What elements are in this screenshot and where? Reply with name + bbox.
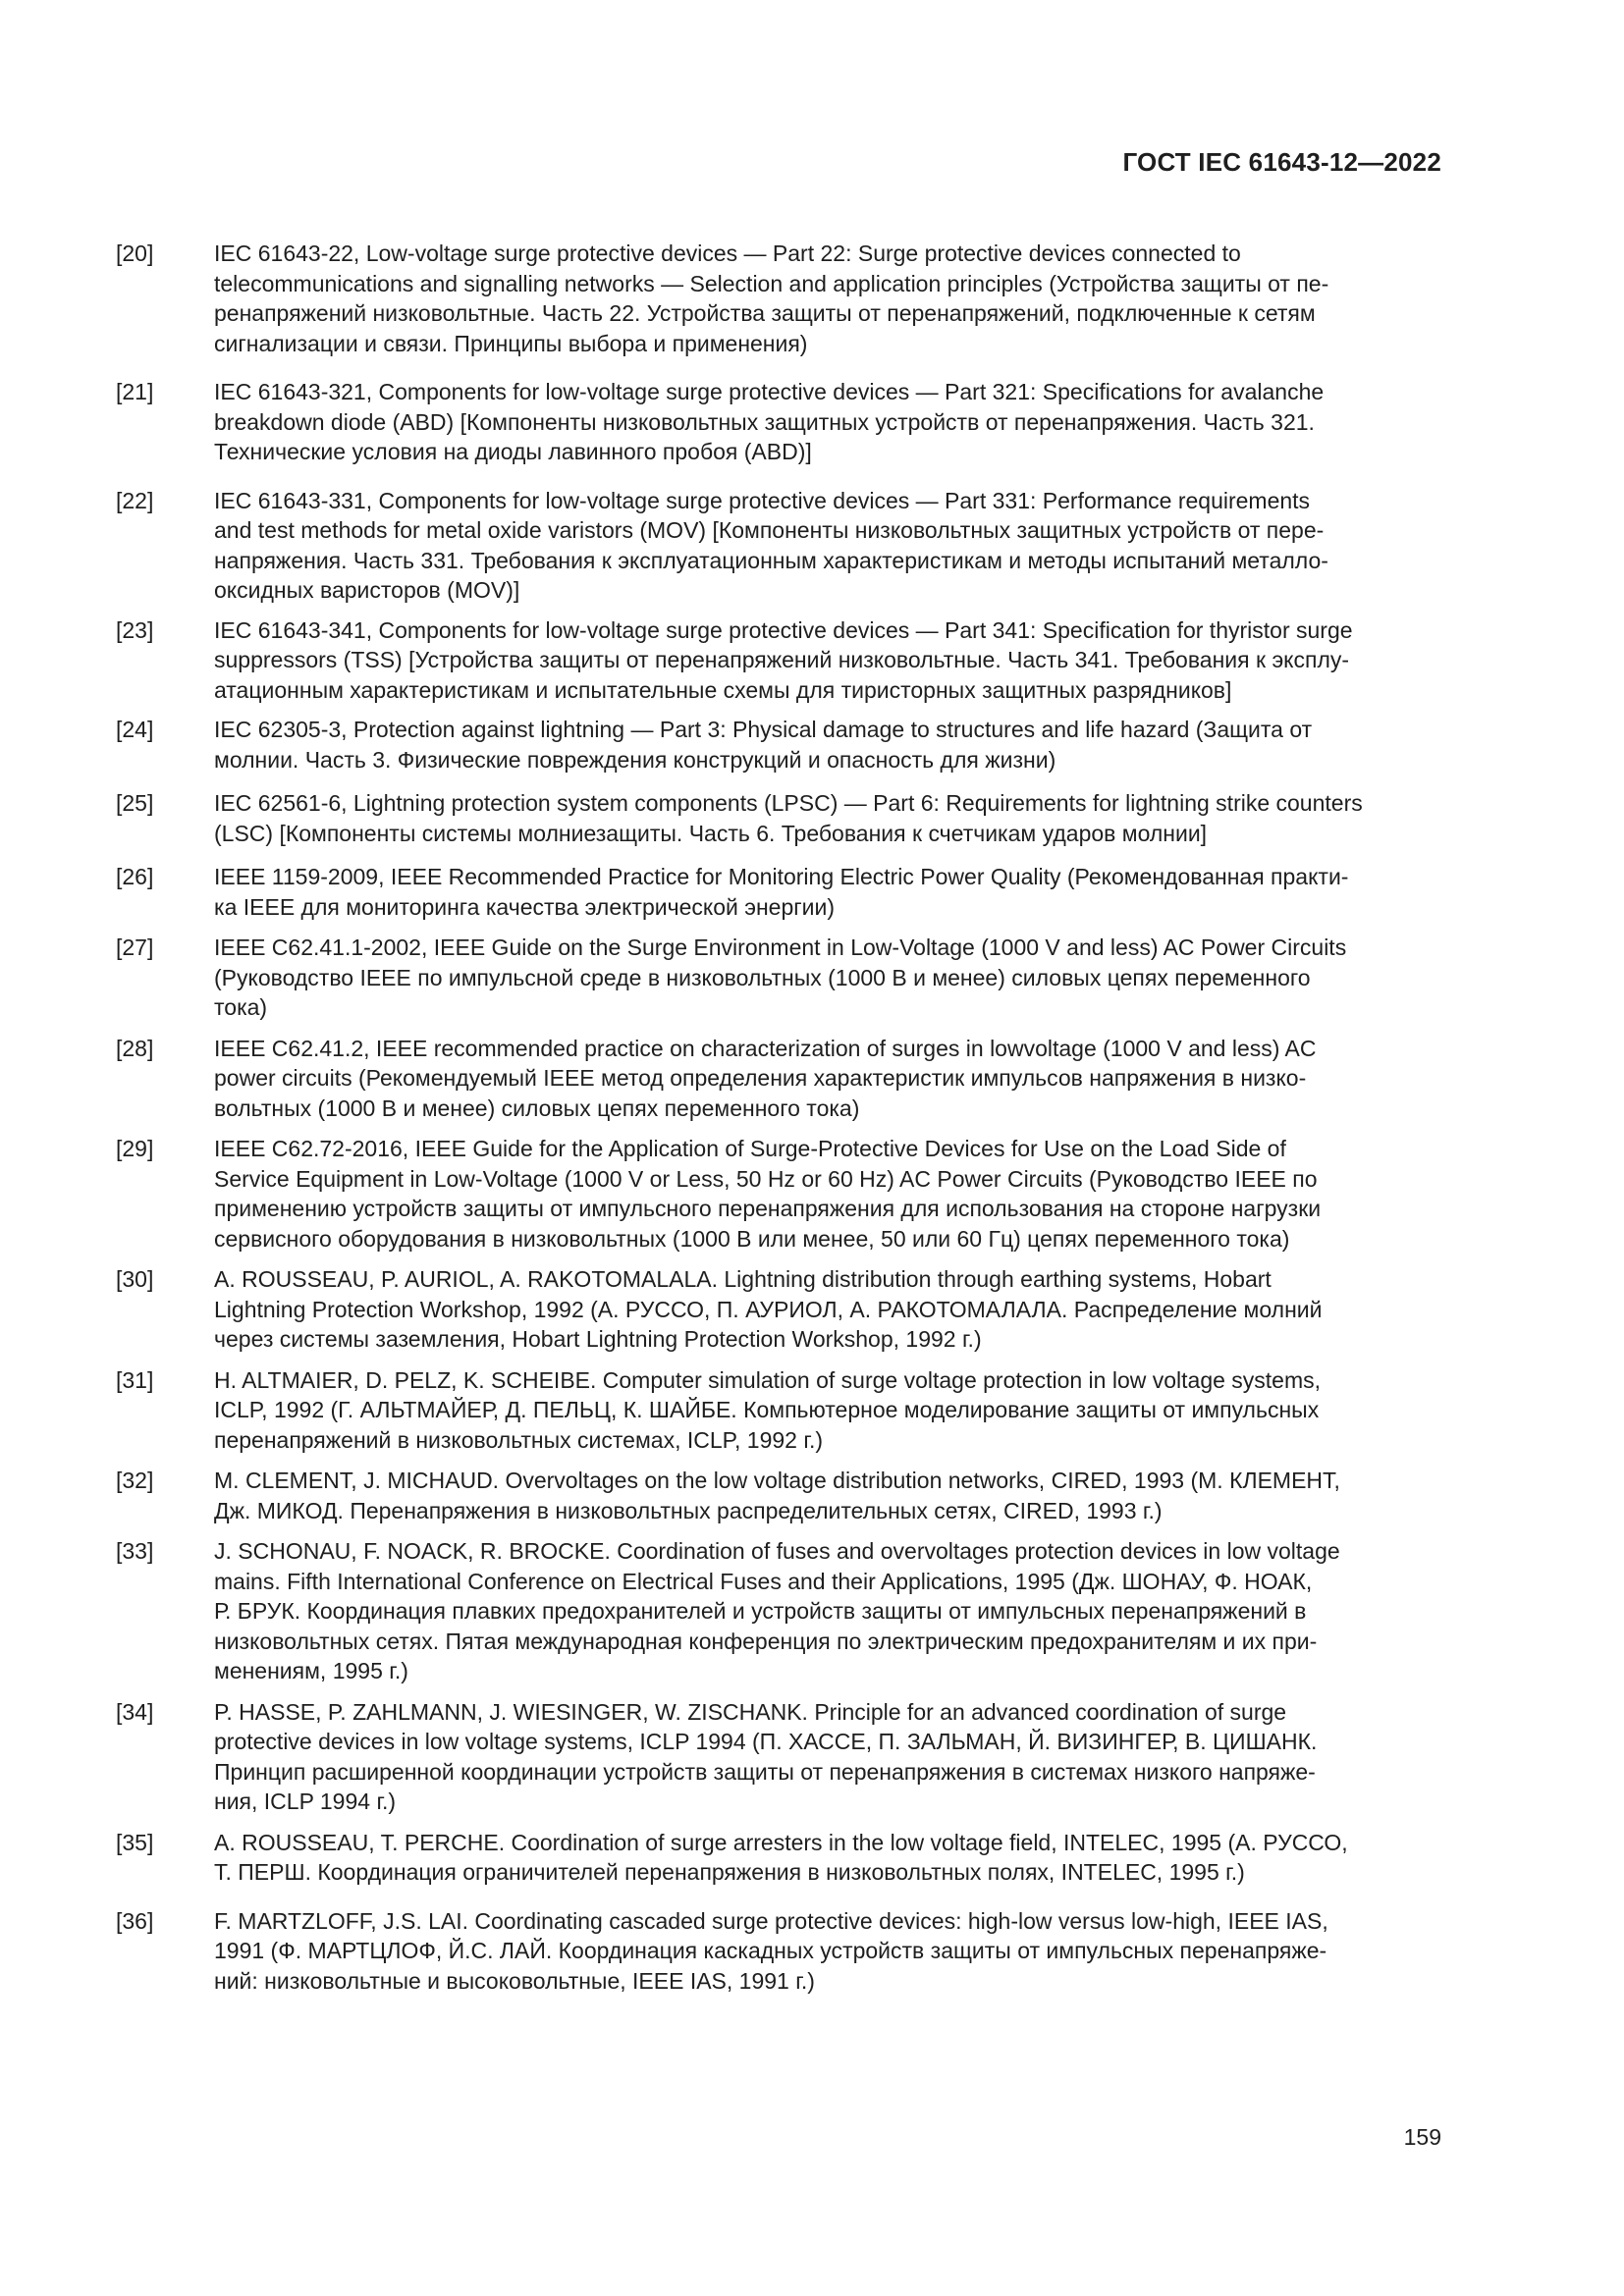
reference-item [116,862,1441,922]
document-code-header: ГОСТ IEC 61643-12—2022 [1122,147,1441,177]
reference-item [116,1264,1441,1355]
reference-text: J. SCHONAU, F. NOACK, R. BROCKE. Coordination of fuses and overvoltages protection devices in low voltage mains. Fifth International Conference on Electrical Fuses and their Applications, 1995 (Дж. ШОНАУ, Ф. НОАК, Р. БРУК. Координация плавких предохранителей и устройств защиты от импульсных перенапряжений в низковольтных сетях. Пятая международная конференция по электрическим предохранителям и их при- менениям, 1995 г.) [214,1538,1340,1683]
reference-text: F. MARTZLOFF, J.S. LAI. Coordinating cascaded surge protective devices: high-low versus low-high, IEEE IAS, 1991 (Ф. МАРТЦЛОФ, Й.С. ЛАЙ. Координация каскадных устройств защиты от импульсных перенапряже- ний: низковольтные и высоковольтные, IEEE IAS, 1991 г.) [214,1907,1328,1994]
reference-item [116,788,1441,848]
reference-text: H. ALTMAIER, D. PELZ, K. SCHEIBE. Computer simulation of surge voltage protection in low voltage systems, ICLP, 1992 (Г. АЛЬТМАЙЕР, Д. ПЕЛЬЦ, К. ШАЙБЕ. Компьютерное моделирование защиты от импульсных перенапряжений в низковольтных системах, ICLP, 1992 г.) [214,1366,1322,1453]
reference-number: [33] [116,1538,154,1564]
reference-text: IEC 61643-22, Low-voltage surge protective devices — Part 22: Surge protective devices connected to telecommunications and signalling networks — Selection and application principles (Устройства защиты от пе- ренапряжений низковольтные. Часть 22. Устройства защиты от перенапряжений, подключенные к сетям сигнализации и связи. Принципы выбора и применения) [214,240,1329,356]
reference-text: IEC 61643-341, Components for low-voltage surge protective devices — Part 341: Specification for thyristor surge suppressors (TSS) [Устройства защиты от перенапряжений низковольтные. Часть 341. Требования к эксплу- атационным характеристикам и испытательные схемы для тиристорных защитных разрядников] [214,616,1353,703]
reference-text: IEEE C62.41.1-2002, IEEE Guide on the Surge Environment in Low-Voltage (1000 V and less) AC Power Circuits (Руководство IEEE по импульсной среде в низковольтных (1000 В и менее) силовых цепях переменного тока) [214,934,1347,1020]
reference-text: IEC 62305-3, Protection against lightning — Part 3: Physical damage to structures and life hazard (Защита от молнии. Часть 3. Физические повреждения конструкций и опасность для жизни) [214,717,1313,773]
reference-item [116,1466,1441,1525]
reference-text: M. CLEMENT, J. MICHAUD. Overvoltages on the low voltage distribution networks, CIRED, 1993 (М. КЛЕМЕНТ, Дж. МИКОД. Перенапряжения в низковольтных распределительных сетях, CIRED, 1993 г.) [214,1468,1340,1523]
reference-item [116,715,1441,774]
bibliography-list [116,239,1441,1996]
reference-item [116,1134,1441,1254]
page-number: 159 [1403,2124,1441,2150]
reference-text: IEEE C62.41.2, IEEE recommended practice on characterization of surges in lowvoltage (1000 V and less) AC power circuits (Рекомендуемый IEEE метод определения характеристик импульсов напряжения в низко- вольтных (1000 В и менее) силовых цепях переменного тока) [214,1035,1317,1121]
reference-number: [30] [116,1266,154,1292]
reference-item [116,933,1441,1023]
reference-number: [27] [116,934,154,960]
reference-number: [36] [116,1907,154,1934]
reference-text: IEC 61643-321, Components for low-voltage surge protective devices — Part 321: Specifications for avalanche breakdown diode (ABD) [Компоненты низковольтных защитных устройств от перенапряжения. Часть 321. Технические условия на диоды лавинного пробоя (ABD)] [214,379,1325,464]
reference-text: IEEE 1159-2009, IEEE Recommended Practice for Monitoring Electric Power Quality (Рекомендованная практи- ка IEEE для мониторинга качества электрической энергии) [214,864,1349,920]
reference-text: IEC 62561-6, Lightning protection system components (LPSC) — Part 6: Requirements for lightning strike counters (LSC) [Компоненты системы молниезащиты. Часть 6. Требования к счетчикам ударов молнии] [214,790,1363,846]
reference-item [116,239,1441,358]
reference-number: [21] [116,379,154,404]
reference-text: IEC 61643-331, Components for low-voltage surge protective devices — Part 331: Performance requirements and test methods for metal oxide varistors (MOV) [Компоненты низковольтных защитных устройств от пере- напряжения. Часть 331. Требования к эксплуатационным характеристикам и методы испытаний металло- оксидных варисторов (MOV)] [214,487,1328,603]
reference-item [116,1536,1441,1686]
reference-text: A. ROUSSEAU, T. PERCHE. Coordination of surge arresters in the low voltage field, INTELEC, 1995 (А. РУССО, Т. ПЕРШ. Координация ограничителей перенапряжения в низковольтных полях, INTELEC, 1995 г.) [214,1829,1348,1885]
reference-number: [28] [116,1035,154,1061]
reference-number: [35] [116,1829,154,1855]
reference-number: [26] [116,864,154,889]
reference-item [116,377,1441,467]
reference-item [116,1697,1441,1817]
reference-number: [24] [116,717,154,742]
reference-number: [31] [116,1366,154,1393]
reference-text: IEEE C62.72-2016, IEEE Guide for the Application of Surge-Protective Devices for Use on the Load Side of Service Equipment in Low-Voltage (1000 V or Less, 50 Hz or 60 Hz) AC Power Circuits (Руководство IEEE по применению устройств защиты от импульсного перенапряжения для использования на стороне нагрузки сервисного оборудования в низковольтных (1000 В или менее, 50 или 60 Гц) цепях переменного тока) [214,1136,1322,1252]
reference-item [116,1365,1441,1456]
reference-number: [29] [116,1136,154,1161]
reference-number: [20] [116,240,154,266]
reference-number: [25] [116,790,154,816]
reference-number: [23] [116,616,154,643]
reference-number: [34] [116,1698,154,1725]
reference-item [116,615,1441,706]
reference-item [116,486,1441,606]
reference-number: [32] [116,1468,154,1493]
reference-item [116,1906,1441,1997]
reference-item [116,1034,1441,1124]
reference-number: [22] [116,487,154,513]
reference-item [116,1828,1441,1888]
reference-text: A. ROUSSEAU, P. AURIOL, A. RAKOTOMALALA. Lightning distribution through earthing systems, Hobart Lightning Protection Workshop, 1992 (А. РУССО, П. АУРИОЛ, А. РАКОТОМАЛАЛА. Распределение молний через системы заземления, Hobart Lightning Protection Workshop, 1992 г.) [214,1266,1323,1352]
reference-text: P. HASSE, P. ZAHLMANN, J. WIESINGER, W. ZISCHANK. Principle for an advanced coordination of surge protective devices in low voltage systems, ICLP 1994 (П. ХАССЕ, П. ЗАЛЬМАН, Й. ВИЗИНГЕР, В. ЦИШАНК. Принцип расширенной координации устройств защиты от перенапряжения в системах низкого напряже- ния, ICLP 1994 г.) [214,1698,1318,1814]
